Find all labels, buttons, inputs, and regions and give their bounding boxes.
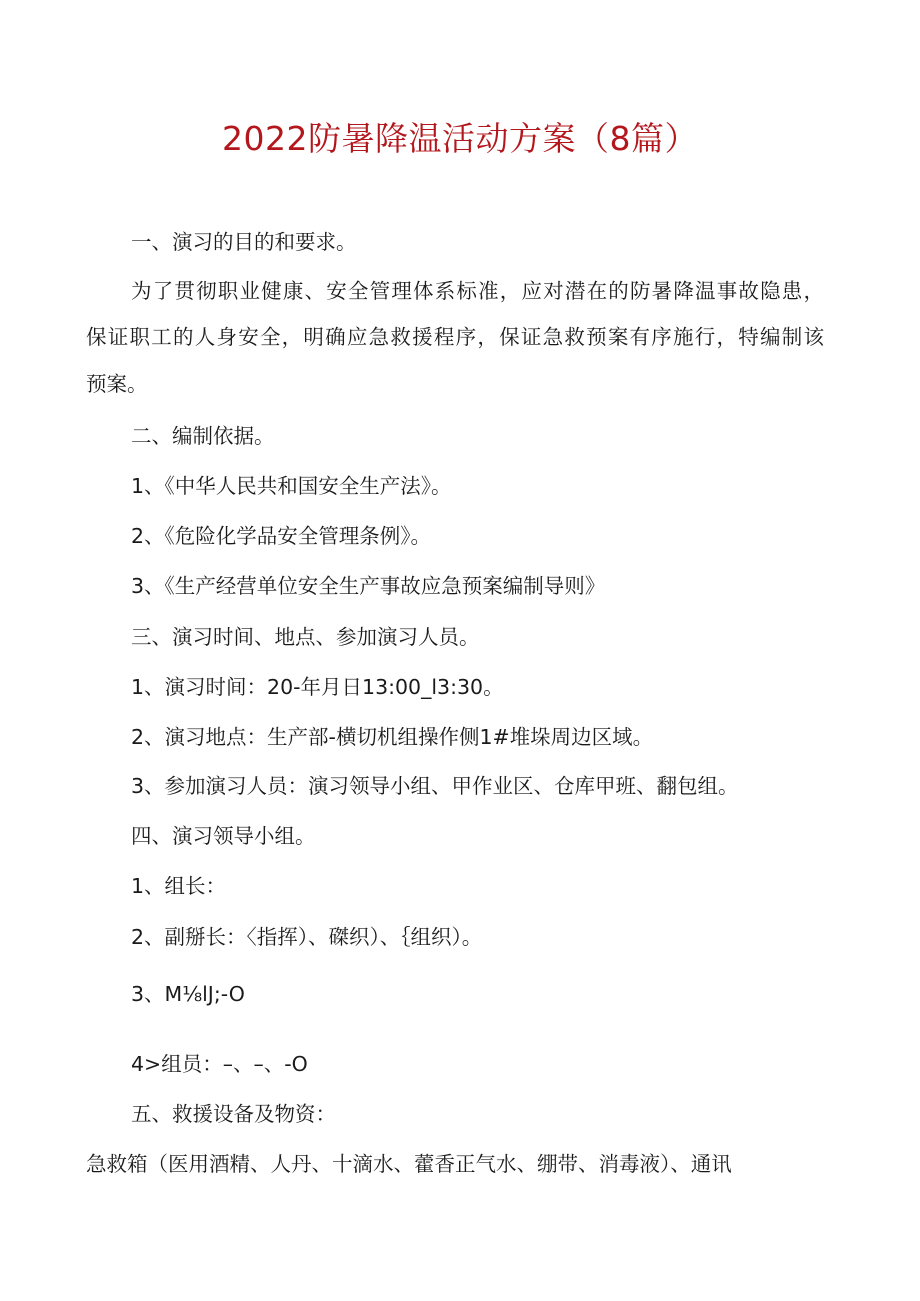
list-item: 2、演习地点：生产部-横切机组操作侧1#堆垛周边区域。: [131, 725, 654, 749]
section-heading-5: 五、救援设备及物资：: [131, 1102, 336, 1126]
list-item: 1、组长：: [131, 874, 227, 898]
section-heading-1: 一、演习的目的和要求。: [131, 230, 357, 254]
paragraph-line: 为了贯彻职业健康、安全管理体系标准，应对潜在的防暑降温事故隐患，: [131, 279, 824, 303]
paragraph-line: 预案。: [86, 372, 148, 396]
list-item: 2、《危险化学品安全管理条例》。: [131, 524, 432, 548]
list-item: 4>组员：–、–、-O: [131, 1052, 308, 1076]
section-heading-4: 四、演习领导小组。: [131, 824, 316, 848]
paragraph-line: 保证职工的人身安全，明确应急救援程序，保证急救预案有序施行，特编制该: [86, 325, 824, 349]
list-item: 2、副掰长：〈指挥）、磔织）、｛组织）。: [131, 925, 483, 949]
list-item: 3、M⅛lJ;-O: [131, 982, 245, 1006]
section-heading-2: 二、编制依据。: [131, 424, 275, 448]
list-item: 1、演习时间：20-年月日13:00_l3:30。: [131, 675, 504, 699]
section-heading-3: 三、演习时间、地点、参加演习人员。: [131, 625, 480, 649]
list-item: 3、参加演习人员：演习领导小组、甲作业区、仓库甲班、翻包组。: [131, 774, 739, 798]
list-item: 1、《中华人民共和国安全生产法》。: [131, 474, 452, 498]
paragraph-line: 急救箱（医用酒精、人丹、十滴水、藿香正气水、绷带、消毒液）、通讯: [86, 1152, 732, 1176]
list-item: 3、《生产经营单位安全生产事故应急预案编制导则》: [131, 574, 606, 598]
document-title: 2022防暑降温活动方案（8篇）: [222, 119, 698, 158]
